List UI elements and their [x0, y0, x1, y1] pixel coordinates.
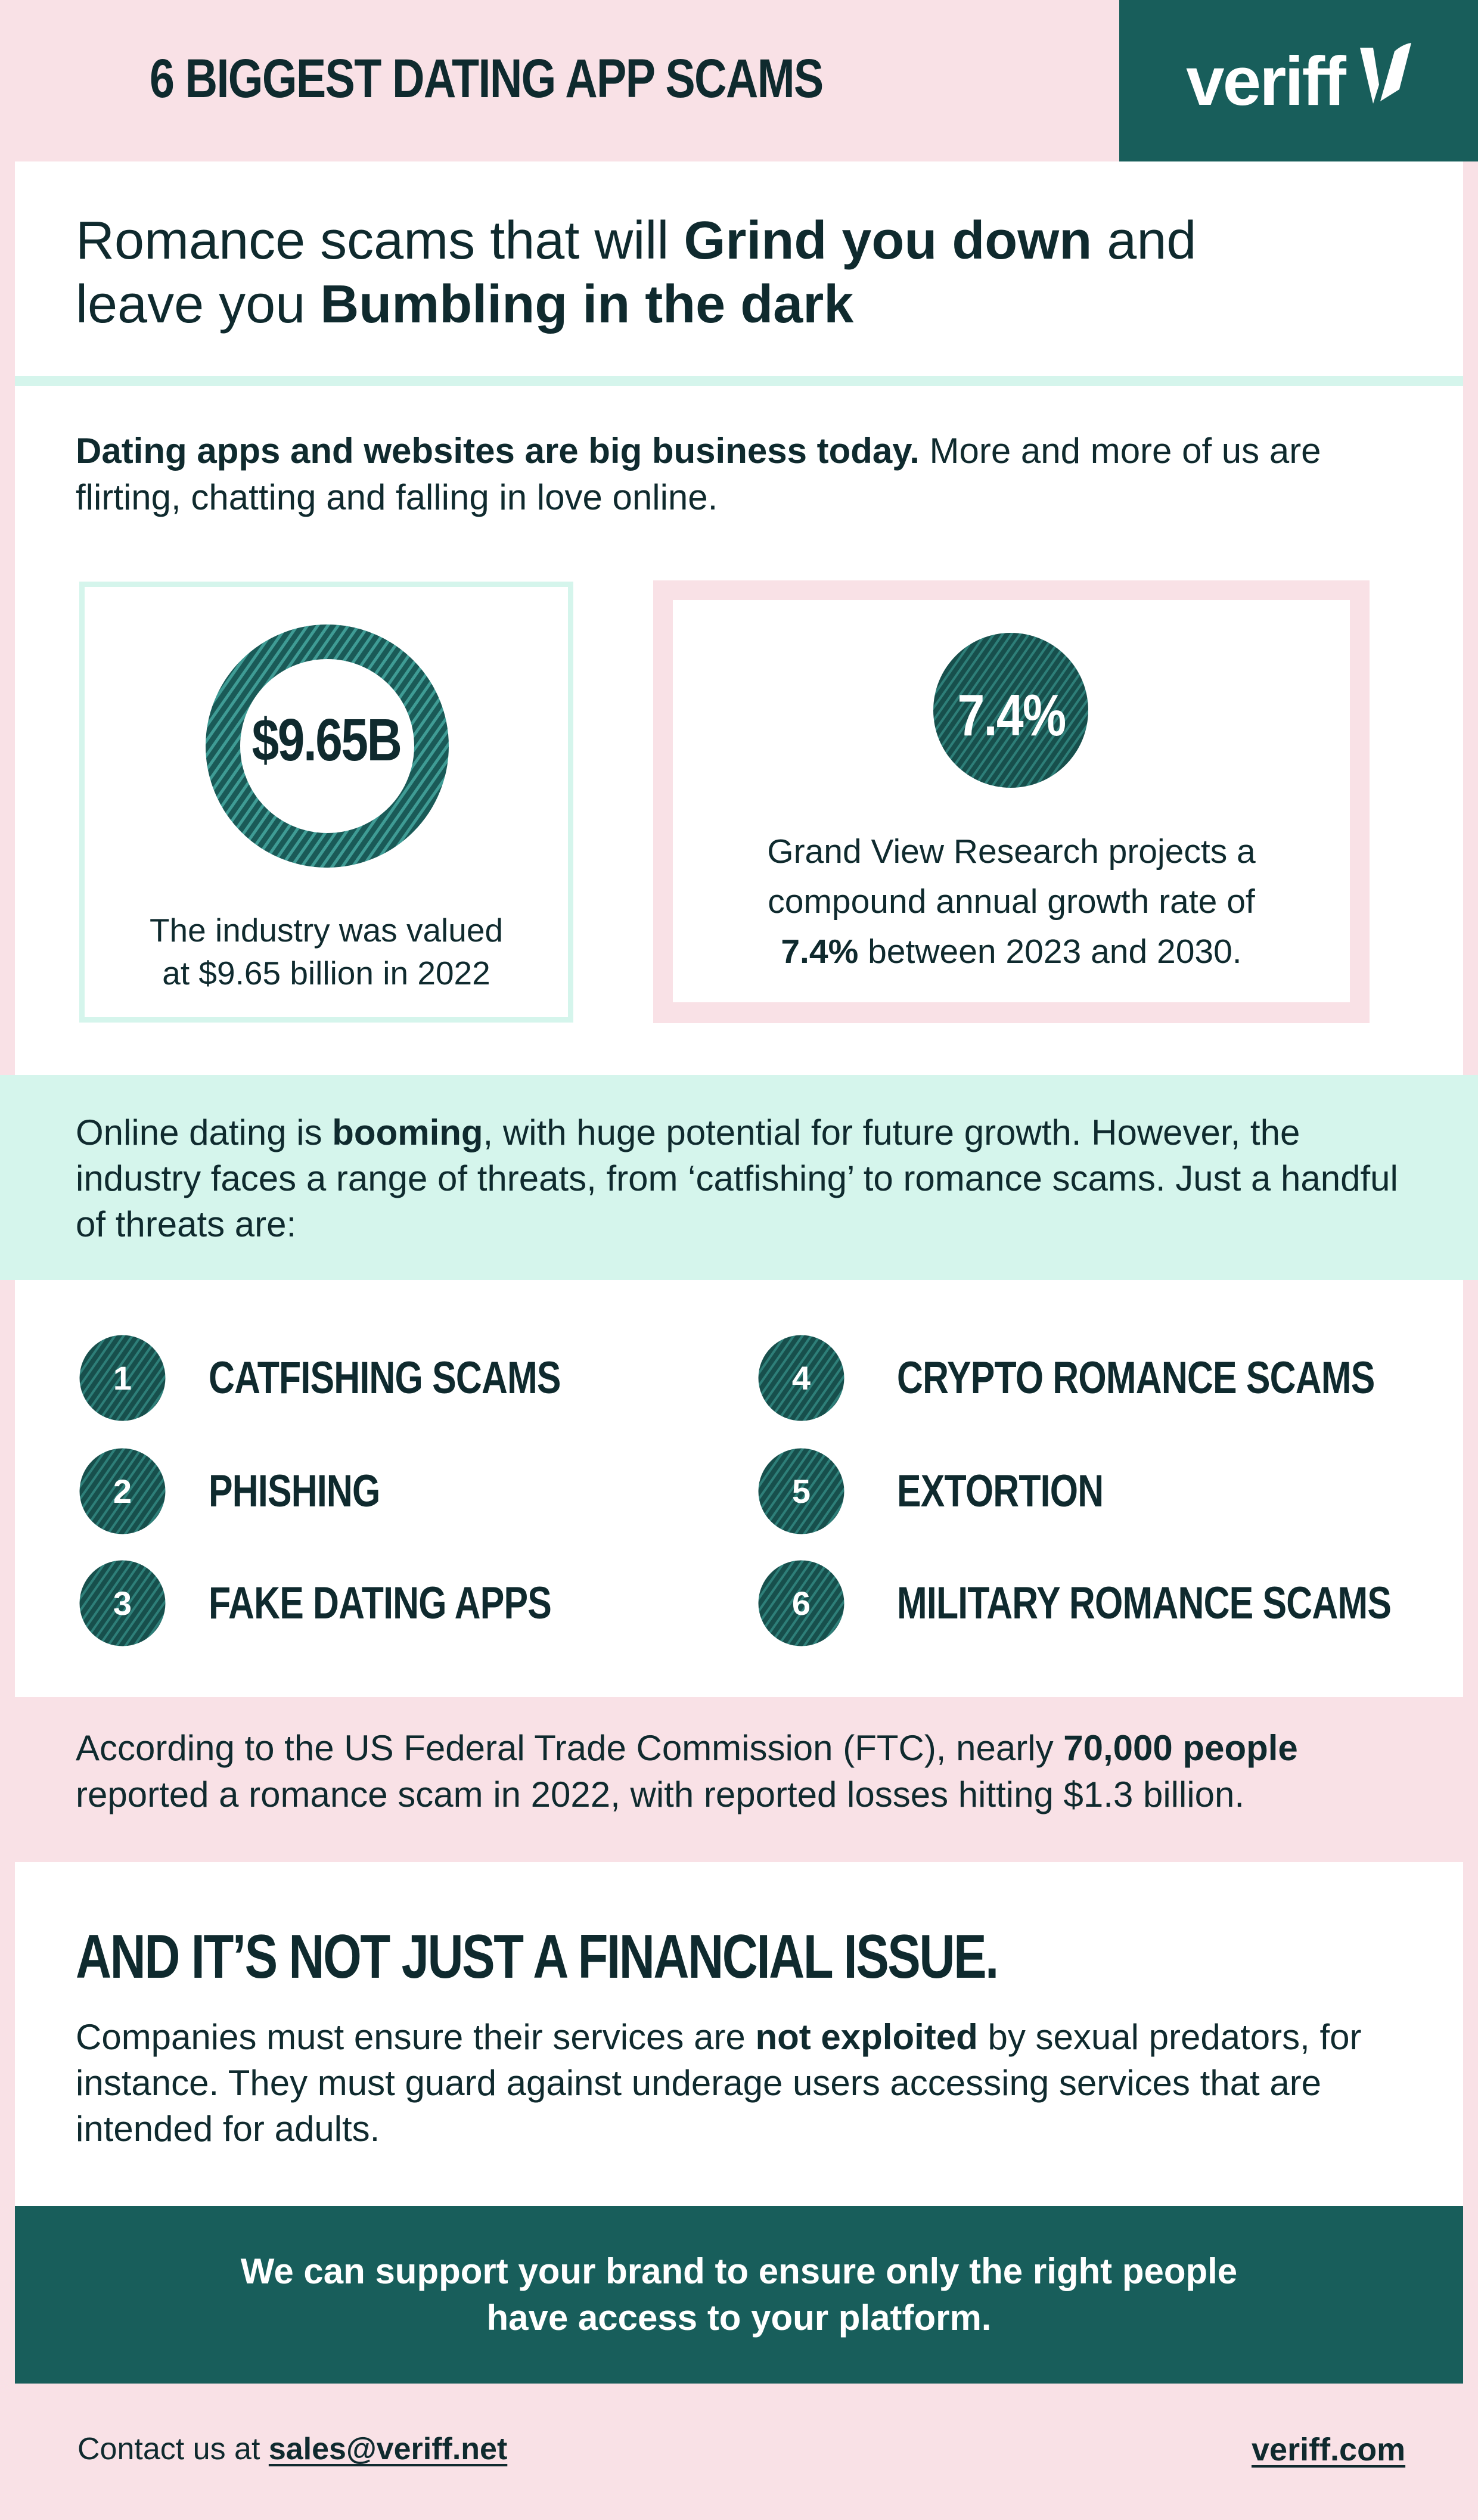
leaf-check-icon	[1360, 43, 1411, 108]
number-badge: 2	[79, 1448, 166, 1534]
threat-label: MILITARY ROMANCE SCAMS	[897, 1577, 1392, 1629]
booming-band	[0, 1075, 1478, 1280]
threat-label: CATFISHING SCAMS	[209, 1352, 561, 1403]
headline: Romance scams that will Grind you down and leave you Bumbling in the dark	[76, 211, 1197, 334]
stat-description: Grand View Research projects a compound annual growth rate of 7.4% between 2023 and 2030.	[767, 832, 1256, 971]
list-item	[79, 1558, 637, 1648]
number-badge: 4	[758, 1335, 844, 1421]
support-text: We can support your brand to ensure only the right people have access to your platform.	[240, 2251, 1238, 2338]
booming-text: Online dating is booming, with huge potential for future growth. However, the industry faces a range of threats, from ‘catfishing’ to romance scams. Just a handful of threats are:	[76, 1113, 1398, 1244]
subtitle-panel	[15, 161, 1463, 376]
contact-text: Contact us at sales@veriff.net	[77, 2432, 508, 2466]
website-link[interactable]: veriff.com	[1252, 2432, 1406, 2468]
threat-label: PHISHING	[209, 1465, 380, 1517]
email-link[interactable]: sales@veriff.net	[268, 2432, 508, 2466]
stat-description: The industry was valued at $9.65 billion in 2022	[149, 912, 504, 992]
stat-card-growth-rate	[653, 580, 1370, 1023]
support-banner	[15, 2206, 1463, 2384]
logo-wordmark: veriff	[1186, 42, 1345, 120]
list-item	[758, 1333, 1478, 1422]
number-badge: 5	[758, 1448, 844, 1534]
intro-text: Dating apps and websites are big business today. More and more of us are flirting, chatting and falling in love online.	[76, 431, 1321, 517]
issue-panel	[15, 1862, 1463, 2206]
stats-panel	[15, 386, 1463, 1075]
number-badge: 6	[758, 1560, 844, 1646]
stat-card-industry-value	[79, 582, 573, 1023]
stat-value: $9.65B	[251, 707, 401, 773]
divider	[15, 376, 1463, 386]
list-item	[758, 1558, 1478, 1648]
issue-text: Companies must ensure their services are not exploited by sexual predators, for instance. They must guard against underage users accessing services that are intended for adults.	[76, 2017, 1362, 2149]
ftc-text: According to the US Federal Trade Commission (FTC), nearly 70,000 people reported a romance scam in 2022, with reported losses hitting $1.3 billion.	[76, 1728, 1298, 1814]
threat-list	[15, 1280, 1463, 1697]
number-badge: 3	[79, 1560, 166, 1646]
number-badge: 1	[79, 1335, 166, 1421]
section-heading: AND IT’S NOT JUST A FINANCIAL ISSUE.	[76, 1922, 998, 1991]
threat-label: FAKE DATING APPS	[209, 1577, 551, 1629]
stat-value: 7.4%	[957, 682, 1066, 748]
page-title: 6 BIGGEST DATING APP SCAMS	[149, 48, 823, 109]
threat-label: CRYPTO ROMANCE SCAMS	[897, 1352, 1375, 1403]
list-item	[79, 1333, 648, 1422]
threat-label: EXTORTION	[897, 1465, 1104, 1517]
list-item	[79, 1446, 423, 1536]
veriff-logo[interactable]	[1119, 0, 1478, 161]
list-item	[758, 1446, 1155, 1536]
